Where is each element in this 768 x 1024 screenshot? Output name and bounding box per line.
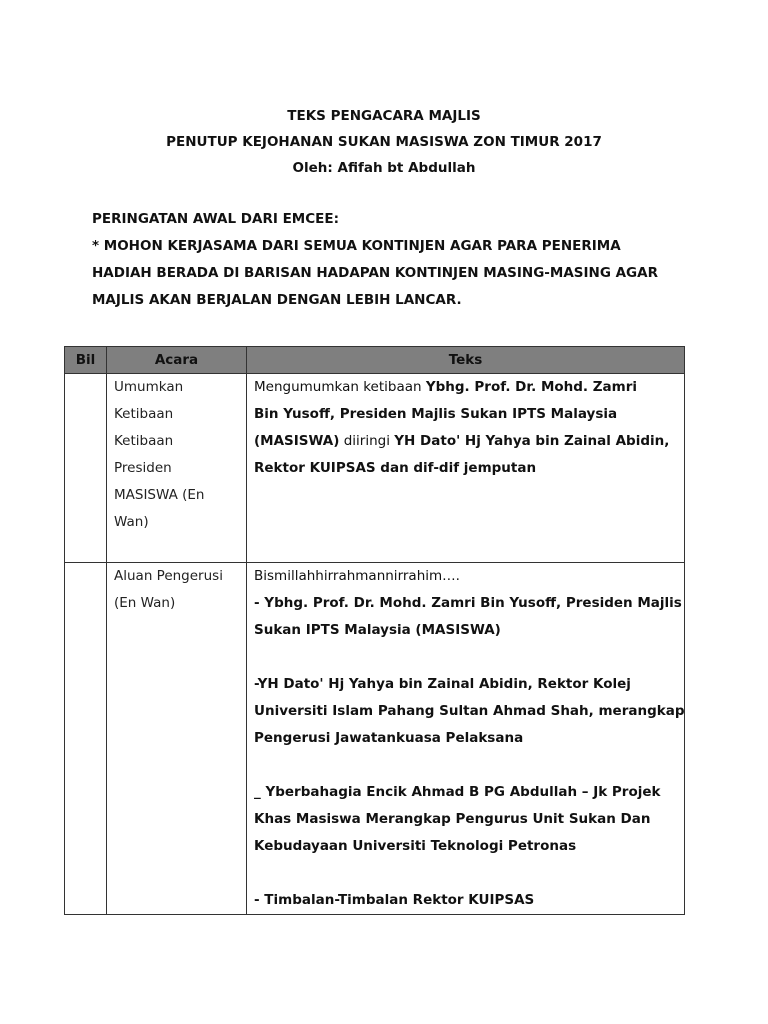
- teks-bold: Ybhg. Prof. Dr. Mohd. Zamri: [425, 379, 638, 395]
- table-header-row: [65, 347, 685, 374]
- acara-line: Ketibaan: [114, 406, 174, 422]
- acara-line: Umumkan: [114, 379, 184, 395]
- warning-line: * MOHON KERJASAMA DARI SEMUA KONTINJEN AGAR PARA PENERIMA: [92, 238, 621, 254]
- teks-line: Khas Masiswa Merangkap Pengurus Unit Sukan Dan: [254, 811, 651, 827]
- title-block: [0, 103, 768, 181]
- document-subtitle: PENUTUP KEJOHANAN SUKAN MASISWA ZON TIMUR 2017: [166, 134, 602, 150]
- teks-line: [254, 428, 677, 455]
- acara-cell: [107, 374, 247, 563]
- teks-cell: [247, 563, 685, 915]
- teks-line: Universiti Islam Pahang Sultan Ahmad Shah, merangkap: [254, 703, 685, 719]
- column-header-bil: Bil: [65, 347, 107, 374]
- teks-line: Sukan IPTS Malaysia (MASISWA): [254, 622, 501, 638]
- acara-line: (En Wan): [114, 595, 176, 611]
- emcee-warning: [92, 206, 692, 314]
- program-table: [64, 346, 685, 915]
- teks-line: Kebudayaan Universiti Teknologi Petronas: [254, 838, 577, 854]
- teks-line: -YH Dato' Hj Yahya bin Zainal Abidin, Rektor Kolej: [254, 676, 631, 692]
- teks-line: [254, 374, 677, 401]
- warning-line: HADIAH BERADA DI BARISAN HADAPAN KONTINJEN MASING-MASING AGAR: [92, 265, 658, 281]
- acara-cell: [107, 563, 247, 915]
- document-title: TEKS PENGACARA MAJLIS: [287, 108, 481, 124]
- teks-line: _ Yberbahagia Encik Ahmad B PG Abdullah – Jk Projek: [254, 784, 661, 800]
- teks-line: Bin Yusoff, Presiden Majlis Sukan IPTS Malaysia: [254, 406, 618, 422]
- warning-heading: PERINGATAN AWAL DARI EMCEE:: [92, 211, 339, 227]
- teks-spacer: [254, 644, 677, 671]
- bil-cell: [65, 374, 107, 563]
- column-header-acara: Acara: [107, 347, 247, 374]
- teks-line: Pengerusi Jawatankuasa Pelaksana: [254, 730, 524, 746]
- teks-cell: [247, 374, 685, 563]
- document-author: Oleh: Afifah bt Abdullah: [292, 160, 476, 176]
- teks-line: Bismillahhirrahmannirrahim….: [254, 568, 460, 584]
- teks-plain: Mengumumkan ketibaan: [254, 379, 426, 395]
- acara-line: Presiden: [114, 460, 172, 476]
- teks-spacer: [254, 752, 677, 779]
- teks-bold: YH Dato' Hj Yahya bin Zainal Abidin,: [394, 433, 670, 449]
- acara-line: Wan): [114, 514, 149, 530]
- teks-line: - Timbalan-Timbalan Rektor KUIPSAS: [254, 892, 535, 908]
- column-header-teks: Teks: [247, 347, 685, 374]
- teks-plain: diiringi: [339, 433, 395, 449]
- warning-line: MAJLIS AKAN BERJALAN DENGAN LEBIH LANCAR.: [92, 292, 462, 308]
- teks-line: Rektor KUIPSAS dan dif-dif jemputan: [254, 460, 537, 476]
- acara-line: Aluan Pengerusi: [114, 568, 223, 584]
- bil-cell: [65, 563, 107, 915]
- acara-line: Ketibaan: [114, 433, 174, 449]
- teks-spacer: [254, 860, 677, 887]
- table-row: [65, 374, 685, 563]
- teks-line: - Ybhg. Prof. Dr. Mohd. Zamri Bin Yusoff, Presiden Majlis: [254, 595, 682, 611]
- acara-line: MASISWA (En: [114, 487, 205, 503]
- teks-bold: (MASISWA): [254, 433, 340, 449]
- table-row: [65, 563, 685, 915]
